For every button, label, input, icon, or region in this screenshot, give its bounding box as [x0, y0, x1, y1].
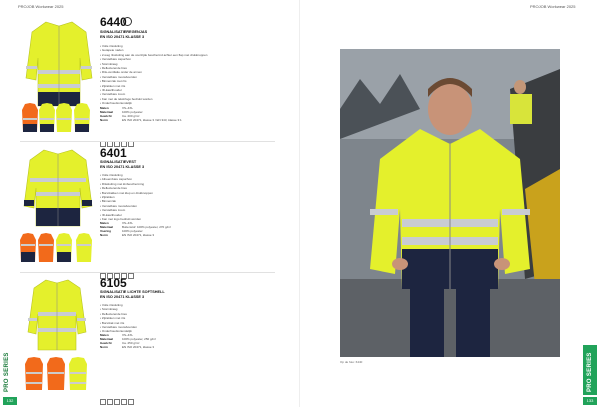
header-left: PROJOB Workwear 2025	[18, 4, 64, 9]
product-number: 6440	[100, 15, 127, 29]
product-image-main	[24, 18, 94, 110]
product-name: SIGNALISATIEVEST EN ISO 20471 KLASSE 3	[100, 160, 145, 169]
spec-table: Maten XS–4XL Materiaal 100% polyester Gewicht Ca. 200 g/m² Norm EN ISO 20471, klasse 3 / EN 343, klasse 3:1	[100, 106, 182, 122]
color-variants	[24, 356, 90, 392]
care-icons	[100, 134, 140, 139]
page-spine	[299, 0, 300, 407]
model-photo	[340, 49, 560, 357]
product-number: 6401	[100, 146, 127, 160]
product-number: 6105	[100, 276, 127, 290]
product-image-main	[26, 278, 88, 352]
feature-list: • Volle ritssluiting • Stormkraag • Reflecterende bies • Zijzakken met rits • Borstzak met rits • Verstelbare mouwboorden • Onderhoudsvriendelijk	[100, 303, 137, 334]
page-number-right: 133	[583, 397, 597, 405]
product-image-main	[22, 148, 94, 230]
series-label-left: PRO SERIES	[4, 352, 10, 392]
care-icons	[100, 266, 140, 271]
spec-table: Maten XS–4XL Materiaal Buitenstof: 100% polyester, 270 g/m² Voering 100% polyester Norm EN ISO 20471, klasse 3	[100, 221, 172, 237]
series-label-right: PRO SERIES	[587, 352, 593, 392]
product-name: SIGNALISATIE LICHTE SOFTSHELL EN ISO 20471 KLASSE 3	[100, 290, 165, 299]
color-variants	[20, 232, 96, 266]
section-divider	[20, 141, 275, 142]
header-right: PROJOB Workwear 2025	[530, 4, 576, 9]
color-variants	[22, 102, 94, 134]
photo-caption: Op de foto: 6440	[340, 360, 363, 364]
feature-list: • Volle ritssluiting • Getapete naden • 2-weg ritssluiting aan de voorzijde beschermd achter een flap met drukknoppen • Verstelbare capuchon • Stormkraag • Reflecterende bies • Rits-ventilatie onder de armen • Verstelbare mouwboorden • Binnenzak met rits • Zijzakken met rits • ID-kaarthouder • Verstelbare zoom • Kan met de tekst/logo bedrukt worden • Onderhoudsvriendelijk	[100, 44, 208, 106]
product-name: SIGNALISATIEREGENJAS EN ISO 20471 KLASSE 3	[100, 30, 148, 39]
spec-table: Maten XS–4XL Materiaal 100% polyester, 250 g/m² Gewicht Ca. 250 g/m² Norm EN ISO 20471, klasse 3	[100, 333, 157, 349]
care-icons	[100, 392, 140, 397]
section-divider	[20, 272, 275, 273]
feature-list: • Volle ritssluiting • Afneembare capuchon • Ritssluiting met kinbescherming • Reflecterende bies • Borstzakken met klep en drukknoppen • Zijzakken • Binnenzak • Verstelbare mouwboorden • Verstelbare zoom • ID-kaarthouder • Kan met logo bedrukt worden	[100, 173, 153, 222]
page-number-left: 132	[3, 397, 17, 405]
